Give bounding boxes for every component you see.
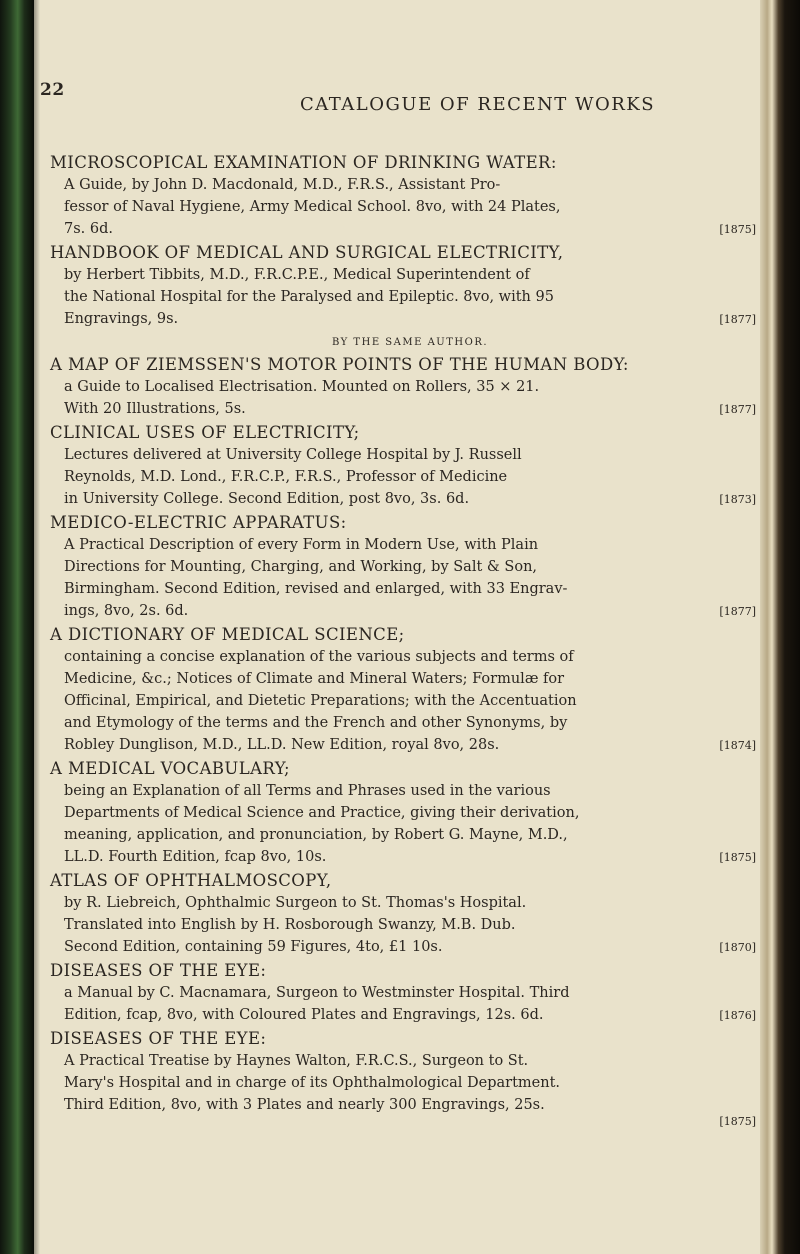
entry-line: Third Edition, 8vo, with 3 Plates and nearly 300 Engravings, 25s. (64, 1097, 545, 1113)
entry-description (64, 444, 760, 506)
entry-line: Robley Dunglison, M.D., LL.D. New Edition, royal 8vo, 28s. (64, 737, 500, 753)
entry-title: CLINICAL USES OF ELECTRICITY; (50, 423, 360, 442)
entry-line: With 20 Illustrations, 5s. (64, 401, 246, 417)
entry-line: by Herbert Tibbits, M.D., F.R.C.P.E., Medical Superintendent of (64, 267, 530, 283)
entry-year: [1877] (719, 313, 756, 326)
entry (40, 870, 760, 954)
entry (40, 960, 760, 1022)
entry-line: Engravings, 9s. (64, 311, 179, 327)
entry-description (64, 646, 760, 752)
entry-line: being an Explanation of all Terms and Phrases used in the various (64, 783, 551, 799)
entry-line: A Practical Treatise by Haynes Walton, F.R.C.S., Surgeon to St. (64, 1053, 529, 1069)
entry-line: and Etymology of the terms and the French and other Synonyms, by (64, 715, 568, 731)
entry-line: Reynolds, M.D. Lond., F.R.C.P., F.R.S., Professor of Medicine (64, 469, 508, 485)
entry-line: containing a concise explanation of the various subjects and terms of (64, 649, 574, 665)
entry-year: [1876] (719, 1009, 756, 1022)
book-spine-shadow (0, 0, 34, 1254)
entry-line: a Guide to Localised Electrisation. Mounted on Rollers, 35 × 21. (64, 379, 540, 395)
entry-line: meaning, application, and pronunciation, by Robert G. Mayne, M.D., (64, 827, 568, 843)
entry-line: Lectures delivered at University College Hospital by J. Russell (64, 447, 522, 463)
entry-year: [1875] (719, 851, 756, 864)
entry-description (64, 982, 760, 1022)
entry-title: A DICTIONARY OF MEDICAL SCIENCE; (50, 625, 405, 644)
entry-description (64, 1050, 760, 1128)
entry-list (40, 152, 760, 1128)
entry (40, 758, 760, 864)
entry-description (64, 780, 760, 864)
entry-line: Birmingham. Second Edition, revised and enlarged, with 33 Engrav- (64, 581, 568, 597)
entry-line: A Practical Description of every Form in Modern Use, with Plain (64, 537, 539, 553)
entry-title: MICROSCOPICAL EXAMINATION OF DRINKING WATER: (50, 153, 557, 172)
entry-line: the National Hospital for the Paralysed and Epileptic. 8vo, with 95 (64, 289, 554, 305)
entry-line: Mary's Hospital and in charge of its Ophthalmological Department. (64, 1075, 561, 1091)
by-same-author-note: BY THE SAME AUTHOR. (331, 337, 489, 348)
entry-year: [1875] (719, 1115, 756, 1128)
entry-title: ATLAS OF OPHTHALMOSCOPY, (50, 871, 332, 890)
catalogue-page (40, 0, 760, 1254)
entry-title: HANDBOOK OF MEDICAL AND SURGICAL ELECTRICITY, (50, 243, 564, 262)
entry (40, 512, 760, 618)
entry-description (64, 376, 760, 416)
entry-line: LL.D. Fourth Edition, fcap 8vo, 10s. (64, 849, 327, 865)
entry-line: Officinal, Empirical, and Dietetic Preparations; with the Accentuation (64, 693, 577, 709)
entry (40, 242, 760, 326)
entry-description (64, 264, 760, 326)
entry-year: [1877] (719, 605, 756, 618)
entry (40, 152, 760, 236)
entry-line: fessor of Naval Hygiene, Army Medical School. 8vo, with 24 Plates, (64, 199, 561, 215)
entry-line: by R. Liebreich, Ophthalmic Surgeon to St. Thomas's Hospital. (64, 895, 527, 911)
entry-line: Departments of Medical Science and Practice, giving their derivation, (64, 805, 580, 821)
entry (40, 624, 760, 752)
entry-line: a Manual by C. Macnamara, Surgeon to Westminster Hospital. Third (64, 985, 570, 1001)
entry-line: in University College. Second Edition, post 8vo, 3s. 6d. (64, 491, 470, 507)
running-head: CATALOGUE OF RECENT WORKS (300, 94, 656, 115)
entry (40, 422, 760, 506)
entry-year: [1875] (719, 223, 756, 236)
page-number: 22 (40, 80, 65, 100)
page-edge-shadow (760, 0, 800, 1254)
entry-line: Translated into English by H. Rosborough Swanzy, M.B. Dub. (64, 917, 516, 933)
entry-line: A Guide, by John D. Macdonald, M.D., F.R.S., Assistant Pro- (64, 177, 501, 193)
entry-year: [1870] (719, 941, 756, 954)
entry-description (64, 892, 760, 954)
entry-title: MEDICO-ELECTRIC APPARATUS: (50, 513, 347, 532)
entry-year: [1873] (719, 493, 756, 506)
entry-title: DISEASES OF THE EYE: (50, 1029, 267, 1048)
entry-line: 7s. 6d. (64, 221, 114, 237)
entry (40, 1028, 760, 1128)
entry-line: Directions for Mounting, Charging, and Working, by Salt & Son, (64, 559, 538, 575)
entry-year: [1874] (719, 739, 756, 752)
entry-line: ings, 8vo, 2s. 6d. (64, 603, 189, 619)
entry-title: DISEASES OF THE EYE: (50, 961, 267, 980)
entry (40, 332, 760, 416)
entry-description (64, 174, 760, 236)
entry-title: A MEDICAL VOCABULARY; (50, 759, 290, 778)
entry-line: Medicine, &c.; Notices of Climate and Mineral Waters; Formulæ for (64, 671, 565, 687)
entry-year: [1877] (719, 403, 756, 416)
entry-line: Second Edition, containing 59 Figures, 4to, £1 10s. (64, 939, 443, 955)
entry-description (64, 534, 760, 618)
entry-title: A MAP OF ZIEMSSEN'S MOTOR POINTS OF THE HUMAN BODY: (50, 355, 629, 374)
entry-line: Edition, fcap, 8vo, with Coloured Plates and Engravings, 12s. 6d. (64, 1007, 544, 1023)
